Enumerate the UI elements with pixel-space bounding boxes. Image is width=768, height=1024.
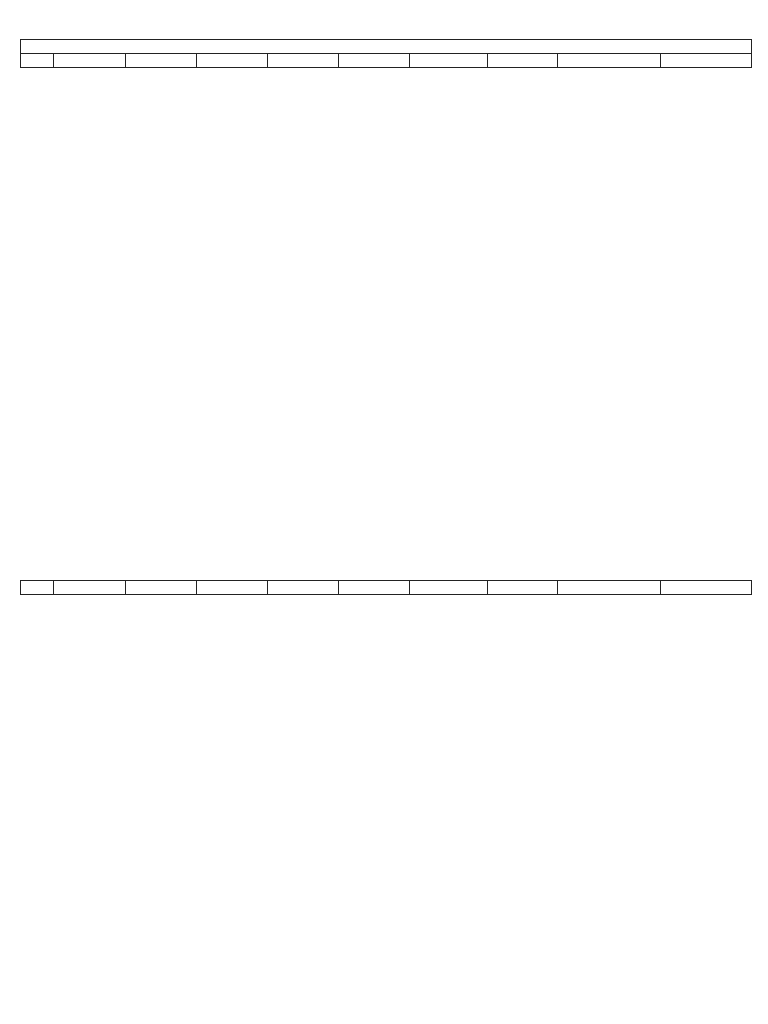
col-header-ix <box>410 581 488 595</box>
schedule-table-1 <box>20 39 752 68</box>
col-header-x <box>488 54 558 68</box>
col-header-viii <box>339 581 410 595</box>
preboard-line <box>65 967 77 981</box>
col-header-xii <box>661 54 752 68</box>
col-header-date <box>54 581 126 595</box>
col-header-vii <box>268 54 339 68</box>
schedule-table-2 <box>20 580 752 595</box>
col-header-date <box>54 54 126 68</box>
col-header-viii <box>339 54 410 68</box>
col-header-xi <box>558 54 661 68</box>
col-header-v <box>126 54 197 68</box>
col-header-xi <box>558 581 661 595</box>
col-header-v <box>126 581 197 595</box>
page-title <box>21 40 752 54</box>
col-header-vi <box>197 581 268 595</box>
col-header-sno <box>21 54 54 68</box>
col-header-vi <box>197 54 268 68</box>
col-header-vii <box>268 581 339 595</box>
col-header-xii <box>661 581 752 595</box>
col-header-x <box>488 581 558 595</box>
col-header-sno <box>21 581 54 595</box>
col-header-ix <box>410 54 488 68</box>
